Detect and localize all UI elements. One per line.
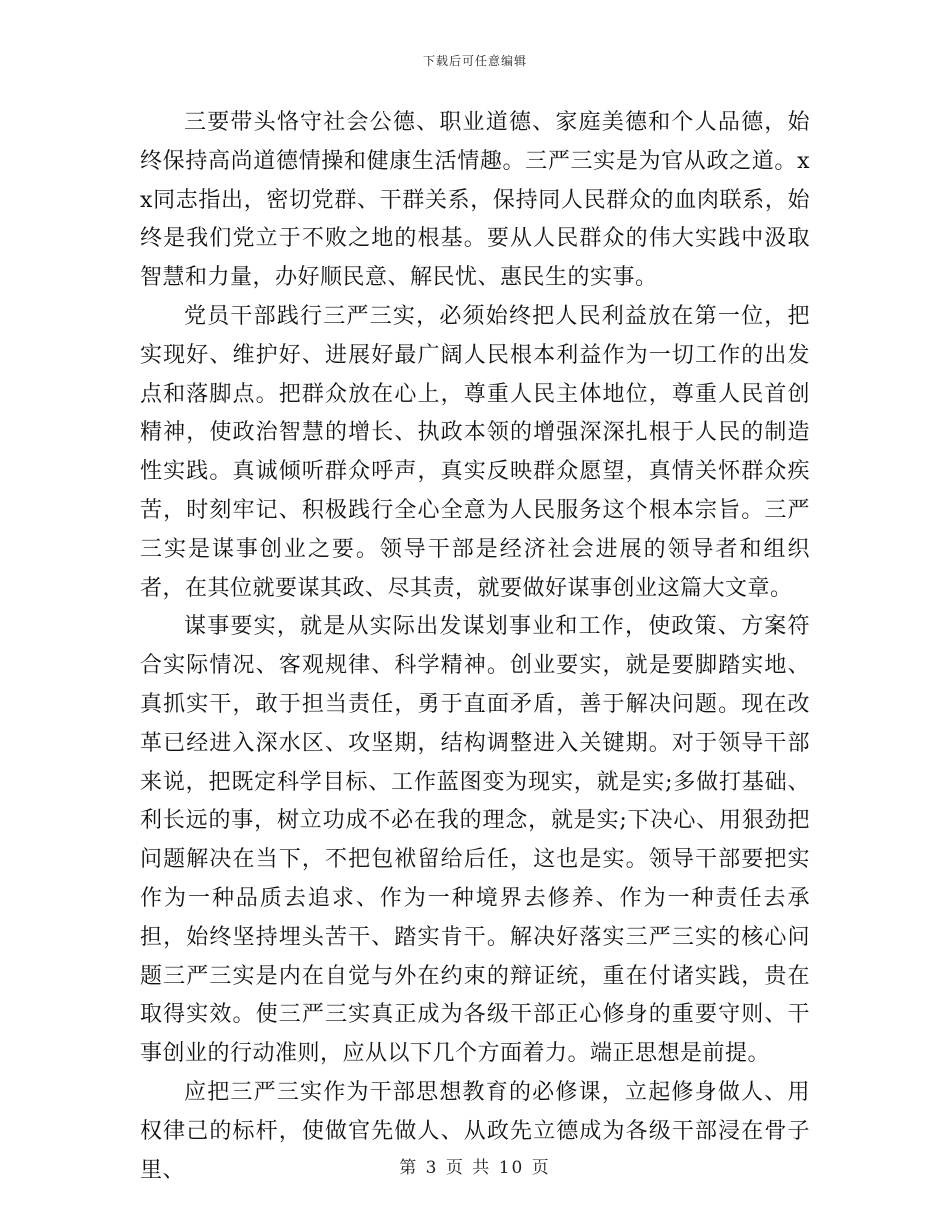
paragraph: 应把三严三实作为干部思想教育的必修课，立起修身做人、用权律己的标杆，使做官先做人、从政先立德成为各级干部浸在骨子里、 [140,1079,810,1183]
page-number-footer: 第 3 页 共 10 页 [399,1158,551,1178]
paragraph: 三要带头恪守社会公德、职业道德、家庭美德和个人品德，始终保持高尚道德情操和健康生活情趣。三严三实是为官从政之道。xx同志指出，密切党群、干群关系，保持同人民群众的血肉联系，始终是我们党立于不败之地的根基。要从人民群众的伟大实践中汲取智慧和力量，办好顺民意、解民忧、惠民生的实事。 [140,110,810,291]
paragraph: 谋事要实，就是从实际出发谋划事业和工作，使政策、方案符合实际情况、客观规律、科学精神。创业要实，就是要脚踏实地、真抓实干，敢于担当责任，勇于直面矛盾，善于解决问题。现在改革已经进入深水区、攻坚期，结构调整进入关键期。对于领导干部来说，把既定科学目标、工作蓝图变为现实，就是实;多做打基础、利长远的事，树立功成不必在我的理念，就是实;下决心、用狠劲把问题解决在当下，不把包袱留给后任，这也是实。领导干部要把实作为一种品质去追求、作为一种境界去修养、作为一种责任去承担，始终坚持埋头苦干、踏实肯干。解决好落实三严三实的核心问题三严三实是内在自觉与外在约束的辩证统，重在付诸实践，贵在取得实效。使三严三实真正成为各级干部正心修身的重要守则、干事创业的行动准则，应从以下几个方面着力。端正思想是前提。 [140,614,810,1067]
paragraph: 党员干部践行三严三实，必须始终把人民利益放在第一位，把实现好、维护好、进展好最广阔人民根本利益作为一切工作的出发点和落脚点。把群众放在心上，尊重人民主体地位，尊重人民首创精神，使政治智慧的增长、执政本领的增强深深扎根于人民的制造性实践。真诚倾听群众呼声，真实反映群众愿望，真情关怀群众疾苦，时刻牢记、积极践行全心全意为人民服务这个根本宗旨。三严三实是谋事创业之要。领导干部是经济社会进展的领导者和组织者，在其位就要谋其政、尽其责，就要做好谋事创业这篇大文章。 [140,303,810,601]
document-body [140,104,810,1190]
page-header: 下载后可任意编辑 [422,54,527,68]
